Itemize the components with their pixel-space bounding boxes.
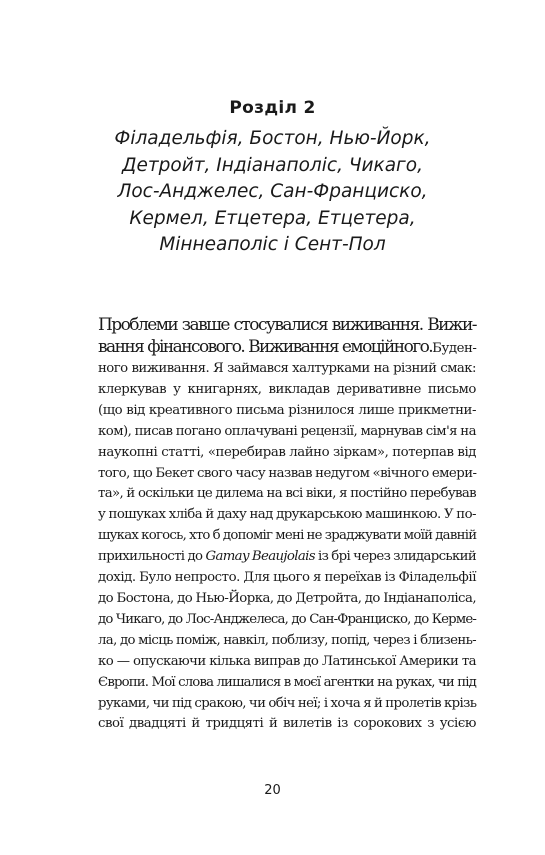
text-segment: Буден-: [432, 340, 477, 356]
text-segment: із брі через злидарський: [314, 549, 477, 565]
chapter-title-line: Кермел, Етцетера, Етцетера,: [129, 207, 416, 229]
text-line: наукопні статті, «перебирав лайно зіркам», потерпав від: [98, 444, 476, 460]
text-line: [98, 547, 476, 568]
page-number: 20: [264, 783, 281, 798]
chapter-title-line: Детройт, Індіанаполіс, Чикаго,: [122, 154, 423, 176]
chapter-title: [60, 126, 485, 259]
text-line: Проблеми завше стосувалися виживання. Вижи-: [98, 315, 476, 335]
chapter-title-line: Філадельфія, Бостон, Нью-Йорк,: [114, 128, 431, 149]
text-line: ком), писав погано оплачувані рецензії, марнував сім'я на: [98, 423, 476, 439]
text-line: [98, 337, 476, 360]
text-line: та», й оскільки це дилема на всі віки, я постійно перебував: [98, 486, 476, 502]
text-line: (що від креативного письма різнилося лише прикметни-: [98, 402, 476, 418]
chapter-label: Розділ 2: [229, 98, 316, 118]
text-line: ко — опускаючи кілька виправ до Латинської Америки та: [98, 653, 476, 669]
italic-wine-name: Gamay Beaujolais: [205, 549, 315, 565]
text-line: ла, до місць поміж, навкіл, поблизу, попід, через і близень-: [98, 632, 476, 648]
text-line: руками, чи під сракою, чи обіч неї; і хоча я й пролетів крізь: [98, 695, 477, 711]
text-line: того, що Бекет свого часу назвав недугом «вічного емери-: [98, 465, 477, 481]
body-paragraph: [98, 315, 476, 735]
text-segment: вання фінансового. Виживання емоційного.: [98, 336, 433, 357]
text-line: шуках когось, хто б допоміг мені не зраджувати моїй давній: [98, 528, 477, 544]
text-line: Європи. Мої слова лишалися в моєї агентки на руках, чи під: [98, 674, 476, 690]
text-line: у пошуках хліба й даху над друкарською машинкою. У по-: [98, 507, 476, 523]
text-line: клеркував у книгарнях, викладав деривативне письмо: [98, 381, 476, 397]
chapter-title-line: Міннеаполіс і Сент-Пол: [159, 234, 386, 255]
text-line: свої двадцяті й тридцяті й вилетів із сорокових з усією: [98, 716, 476, 732]
chapter-title-line: Лос-Анджелес, Сан-Франциско,: [117, 181, 428, 202]
text-line: до Чикаго, до Лос-Анджелеса, до Сан-Франциско, до Керме-: [98, 611, 476, 627]
text-segment: прихильності до: [98, 549, 206, 565]
text-line: ного виживання. Я займався халтурками на різний смак:: [98, 361, 476, 376]
text-line: до Бостона, до Нью-Йорка, до Детройта, до Індіанаполіса,: [98, 590, 476, 606]
text-line: дохід. Було непросто. Для цього я переїхав із Філадельфії: [98, 570, 476, 586]
